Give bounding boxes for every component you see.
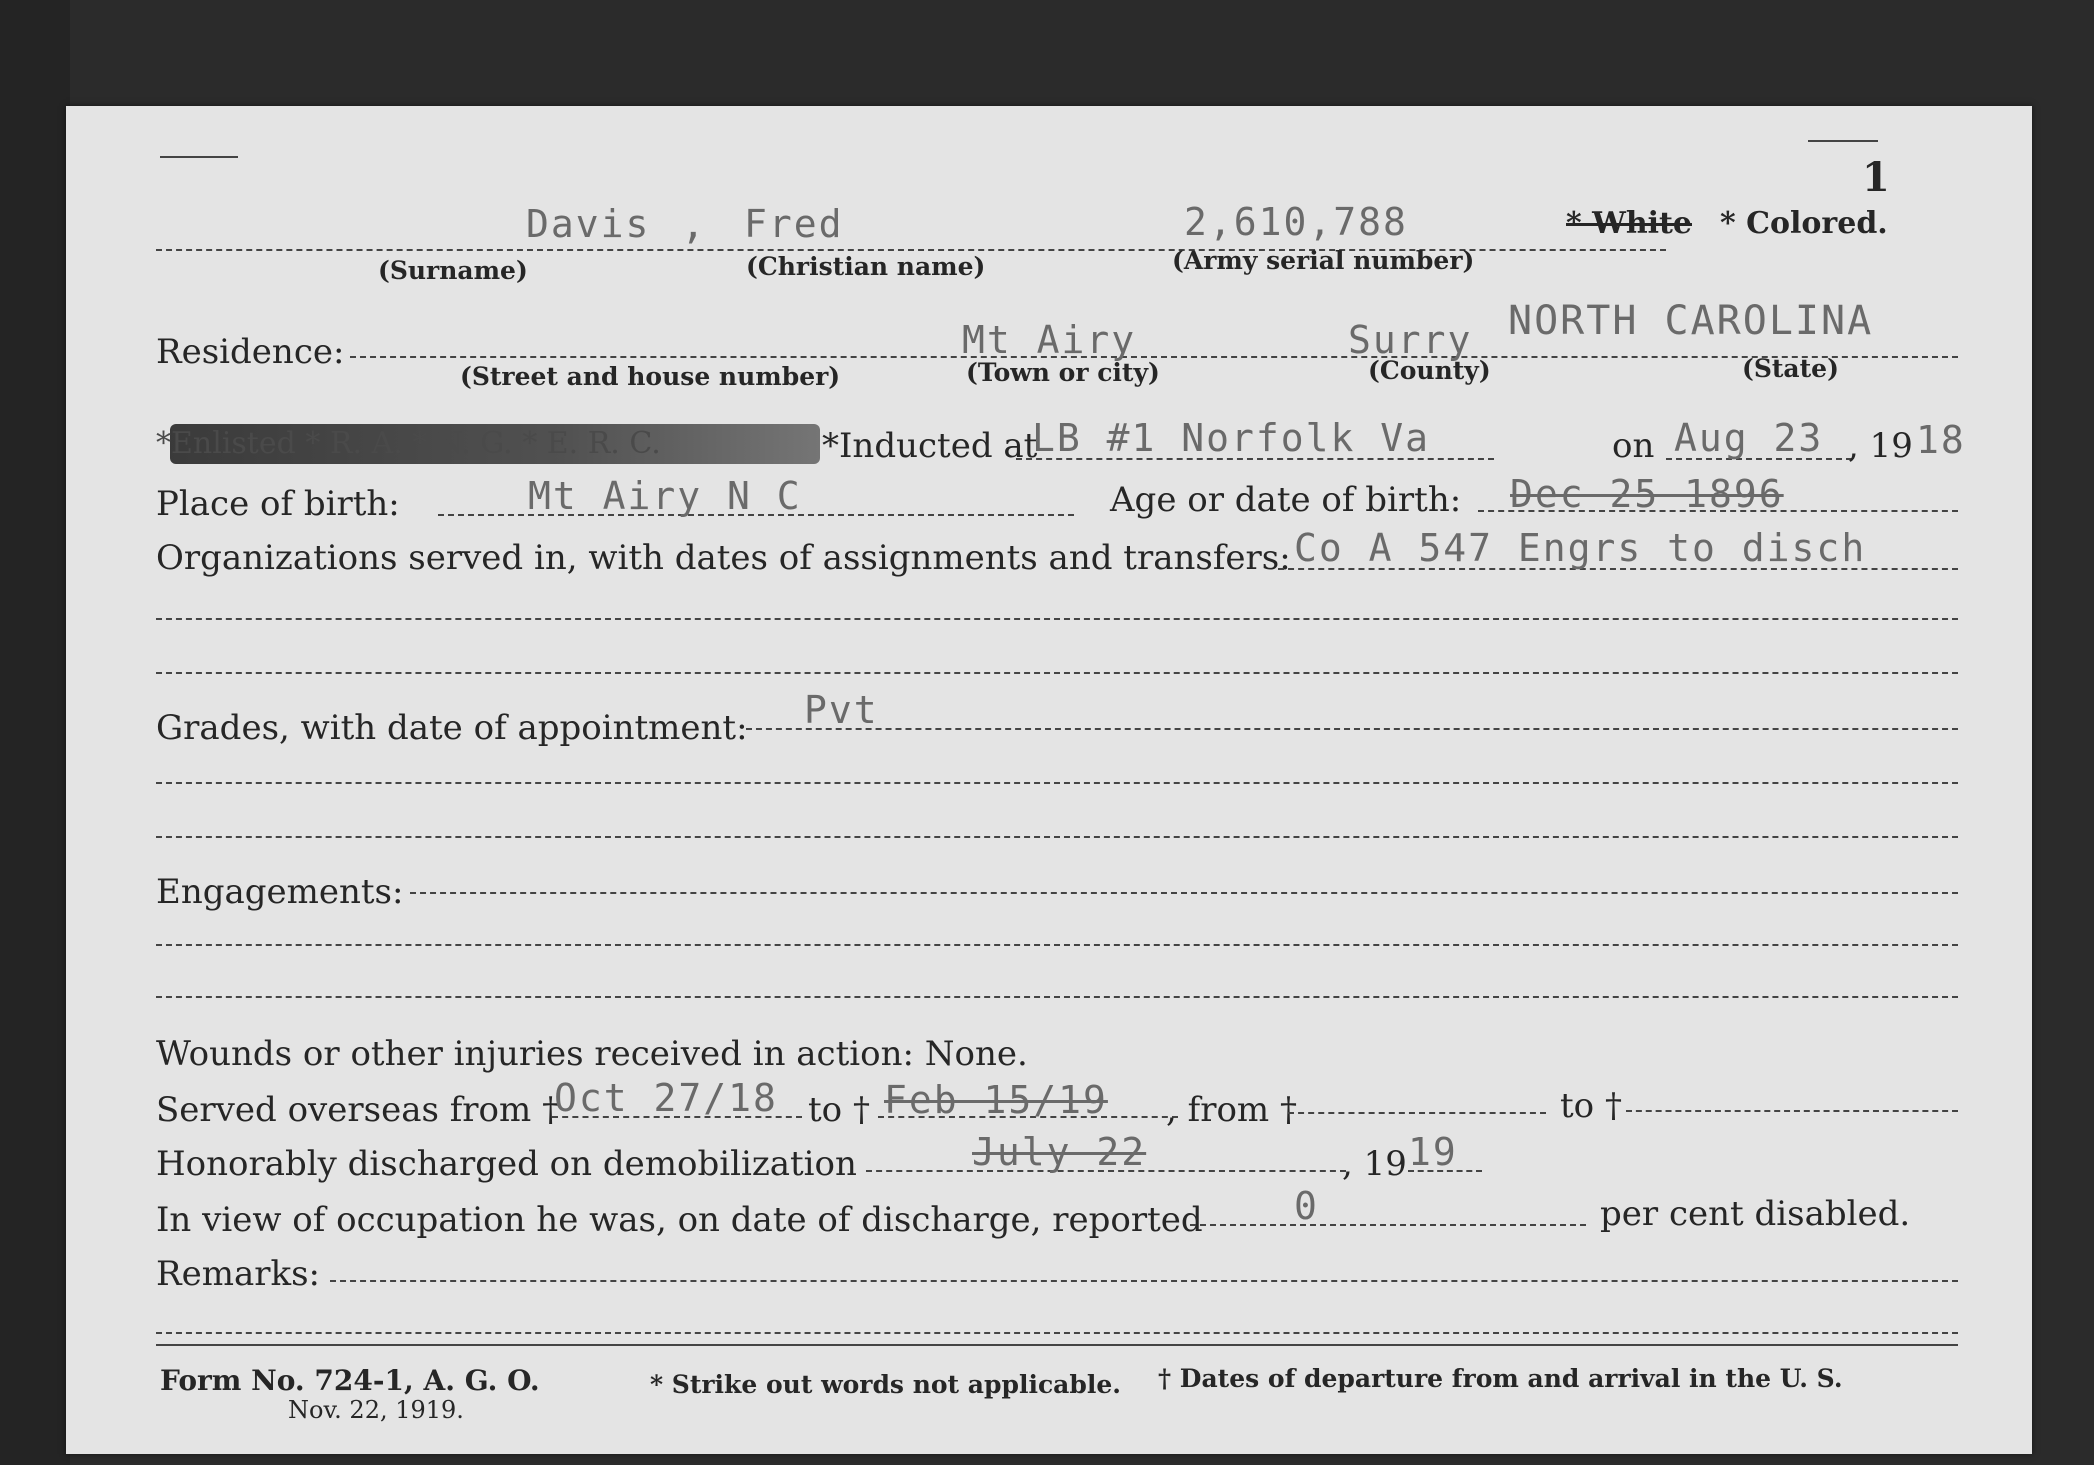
page-number-rule [1808, 140, 1878, 142]
state-label: (State) [1742, 354, 1839, 383]
overseas-to-label: to † [808, 1090, 870, 1130]
overseas-from-value: Oct 27/18 [554, 1076, 778, 1120]
corner-tick [160, 156, 238, 158]
engagements-line-3 [156, 996, 1958, 998]
inducted-label: *Inducted at [822, 426, 1038, 466]
inducted-year-value: 18 [1916, 418, 1966, 462]
discharge-label: Honorably discharged on demobilization [156, 1144, 857, 1184]
disabled-label: In view of occupation he was, on date of discharge, reported [156, 1200, 1203, 1240]
footer-rule [156, 1344, 1958, 1346]
race-white-option: * White [1566, 206, 1692, 241]
backdrop [0, 0, 70, 1465]
remarks-label: Remarks: [156, 1254, 320, 1294]
organizations-label: Organizations served in, with dates of assignments and transfers: [156, 538, 1291, 578]
surname-value: Davis [526, 202, 651, 246]
inducted-on-label: on [1612, 426, 1655, 466]
overseas-to2-label: to † [1560, 1086, 1622, 1126]
footnote-dates: † Dates of departure from and arrival in the U. S. [1158, 1364, 1843, 1393]
footnote-strike: * Strike out words not applicable. [650, 1370, 1121, 1399]
organizations-value: Co A 547 Engrs to disch [1294, 526, 1867, 570]
wounds-label: Wounds or other injuries received in action: None. [156, 1034, 1028, 1074]
service-record-card: 1 Davis , Fred 2,610,788 * White * Colored. (Surname) (Christian name) (Army serial number) Residence: Mt Airy Surry NORTH CAROLINA (Street and house number) (Town or city) (County) (State) *Enlisted * R. A. * N. G. * E. R. C. *Inducted at LB #1 Norfolk Va on Aug 23 , 19 18 Place of birth: Mt Airy N C Age or date of birth: Dec 25 1896 Organizations served in, with dates of assignments and transfers: Co A 547 Engrs to disch Grades, with date of appointment: Pvt Engagements: Wounds or other injuries received in action: None. Served overseas from † Oct 27/18 to † Feb 15/19 , from † to † Honorably discharged on demobilization July 22 , 19 19 In view of occupation he was, on date of discharge, reported 0 per cent disabled. Remarks: Form No. 724-1, A. G. O. Nov. 22, 1919. * Strike out words not applicable. † Dates of departure from and arrival in the U. S. [66, 106, 2032, 1454]
residence-town-value: Mt Airy [962, 318, 1137, 362]
discharge-year-prefix: , 19 [1342, 1144, 1407, 1184]
inducted-date-value: Aug 23 [1674, 416, 1824, 460]
street-label: (Street and house number) [460, 362, 841, 391]
page-number: 1 [1862, 154, 1890, 201]
remarks-line-1 [330, 1280, 1958, 1282]
residence-state-value: NORTH CAROLINA [1508, 298, 1874, 344]
race-colored-option: * Colored. [1720, 206, 1888, 241]
overseas-from2-line [1288, 1112, 1546, 1114]
discharge-date-value: July 22 [972, 1130, 1147, 1174]
grades-line-1 [746, 728, 1958, 730]
grades-line-2 [156, 782, 1958, 784]
serial-number-value: 2,610,788 [1184, 200, 1408, 244]
overseas-to-value: Feb 15/19 [884, 1078, 1108, 1122]
overseas-to2-line [1626, 1110, 1958, 1112]
overseas-from-label: Served overseas from † [156, 1090, 560, 1130]
christian-name-label: (Christian name) [746, 252, 986, 281]
overseas-from2-label: , from † [1166, 1090, 1297, 1130]
town-label: (Town or city) [966, 358, 1160, 387]
disabled-suffix: per cent disabled. [1600, 1194, 1911, 1234]
christian-name-value: Fred [744, 202, 844, 246]
form-date: Nov. 22, 1919. [288, 1396, 464, 1424]
disabled-value: 0 [1294, 1184, 1319, 1228]
residence-label: Residence: [156, 332, 345, 372]
organizations-line-3 [156, 672, 1958, 674]
residence-county-value: Surry [1348, 318, 1473, 362]
grades-line-3 [156, 836, 1958, 838]
engagements-label: Engagements: [156, 872, 404, 912]
inducted-at-value: LB #1 Norfolk Va [1032, 416, 1431, 460]
birth-date-label: Age or date of birth: [1110, 480, 1462, 520]
organizations-line-2 [156, 618, 1958, 620]
disabled-line [1190, 1224, 1586, 1226]
remarks-line-2 [156, 1332, 1958, 1334]
birth-place-value: Mt Airy N C [528, 474, 802, 518]
engagements-line-2 [156, 944, 1958, 946]
birth-place-label: Place of birth: [156, 484, 400, 524]
discharge-year-value: 19 [1408, 1130, 1458, 1174]
form-number: Form No. 724-1, A. G. O. [160, 1364, 540, 1397]
inducted-year-prefix: , 19 [1848, 426, 1913, 466]
birth-date-value: Dec 25 1896 [1510, 472, 1784, 516]
grades-label: Grades, with date of appointment: [156, 708, 748, 748]
county-label: (County) [1368, 356, 1491, 385]
serial-number-label: (Army serial number) [1172, 246, 1475, 275]
enlisted-options: *Enlisted * R. A. * N. G. * E. R. C. [156, 426, 661, 461]
engagements-line-1 [410, 892, 1958, 894]
grades-value: Pvt [804, 688, 879, 732]
surname-label: (Surname) [378, 256, 528, 285]
